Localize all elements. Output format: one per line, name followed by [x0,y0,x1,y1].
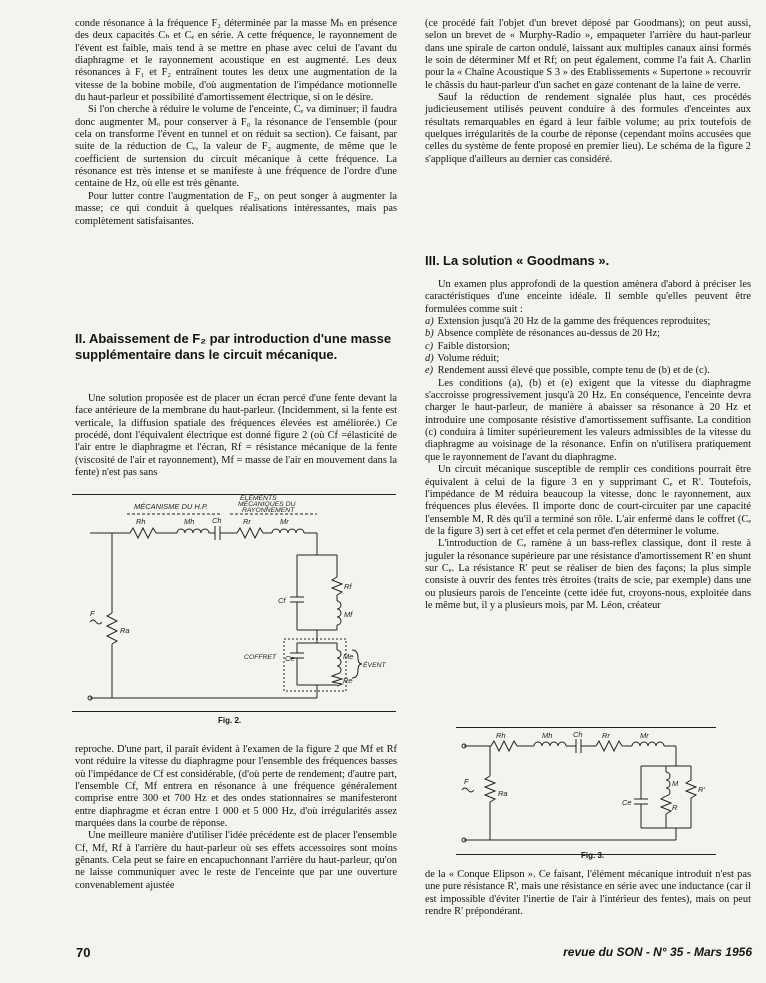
list-marker: b) [425,328,434,340]
figure-3-circuit-diagram [456,728,716,854]
figure-3-caption: Fig. 3. [581,851,605,860]
paragraph: Pour lutter contre l'augmentation de F₂, on peut songer à augmenter la masse; ce qui conduit à quelques réalisations intéressantes, mais pas complètement satisfaisantes. [75,190,397,227]
list-marker: a) [425,316,434,328]
fig2-label-elements: ÉLÉMENTS [240,495,277,502]
left-column-top [75,18,397,228]
page-number: 70 [76,945,91,960]
fig3-label-r: R [672,803,678,812]
list-item [425,353,751,365]
fig3-label-mr: Mr [640,731,649,740]
list-marker: e) [425,365,434,377]
left-column-mid [75,393,397,479]
fig2-label-event: ÉVENT [363,662,386,669]
fig3-label-mh: Mh [542,731,553,740]
figure-2-circuit-diagram [72,495,396,711]
fig3-label-m: M [672,779,679,788]
paragraph: conde résonance à la fréquence F₂ déterminée par la masse Mₕ en présence des deux capacités Cₕ et Cₑ en série. A cette fréquence, le rayonnement de l'évent est faible, mais tend à se mettre en phase avec celui de l'avant du diaphragme et le rayonnement acoustique en est augmenté. Les deux résonances à F₁ et F₂ entraînent toutes les deux une augmentation de la vitesse de la bobine mobile, d'où augmentation de l'impédance motionnelle du haut-parleur et possibilité d'amortissement électrique, si on le désire. [75,18,397,104]
paragraph: Les conditions (a), (b) et (e) exigent que la vitesse du diaphragme s'accroisse progressivement jusqu'à 20 Hz. En conséquence, l'enceinte devra charger le haut-parleur, de manière à abaisser sa résonance à 20 Hz et introduire une composante résistive d'amortissement suffisante. La condition (c) conduira à limiter supérieurement les valeurs admissibles de la vitesse du diaphragme au voisinage de la résonance. Enfin on n'utilisera pratiquement que le rayonnement de l'avant du diaphragme. [425,377,751,463]
list-text: Extension jusqu'à 20 Hz de la gamme des fréquences reproduites; [437,316,711,328]
list-item [425,341,751,353]
fig2-label-mr: Mr [280,517,289,526]
fig3-label-rp: R' [698,785,705,794]
paragraph: reproche. D'une part, il paraît évident à l'examen de la figure 2 que Mf et Rf vont réduire la vitesse du diaphragme pour l'ensemble des fréquences basses où l'impédance de Cf est considérable, (d'où perte de rendement; d'autre part, l'ensemble Cf, Mf entrera en résonance à une fréquence généralement comprise entre 300 et 700 Hz et des ondes stationnaires se manifesteront entre diaphragme et écran entre 1 000 et 5 000 Hz, d'où irrégularités assez marquées dans la courbe de réponse. [75,744,397,830]
paragraph: (ce procédé fait l'objet d'un brevet déposé par Goodmans); on peut aussi, selon un brevet de « Murphy-Radio », empaqueter l'arrière du haut-parleur dans une spirale de carton ondulé, laissant aux multiples canaux ainsi formés le soin de déterminer Mf et Rf; on peut également, comme l'a fait A. Charlin pour la « Chaîne Acoustique S 3 » des Etablissements « Supertone » recouvrir le châssis du haut-parleur d'un sachet en gaze contenant de la laine de verre. [425,18,751,91]
journal-footer: revue du SON - N° 35 - Mars 1956 [563,945,752,959]
fig2-label-ra: Ra [120,626,130,635]
list-marker: c) [425,340,434,352]
paragraph: Un circuit mécanique susceptible de remplir ces conditions pourrait être équivalent à celui de la figure 3 en y supprimant Cₑ et R'. Toutefois, l'impédance de M réduira beaucoup la vitesse, donc le rayonnement, aux fréquences plus élevées. Il importe donc de court-circuiter par une capacité l'ensemble M, R dès qu'il a terminé son rôle. L'air enfermé dans le coffret (Cₑ de la figure 3) sert à cet effet et cela permet d'en déterminer le volume. [425,464,751,537]
intro-paragraph: Un examen plus approfondi de la question amènera d'abord à préciser les caractéristiques d'une enceinte idéale. Il semble qu'elles peuvent être formulées comme suit : [425,279,751,315]
right-column-top [425,18,751,166]
paragraph: Une solution proposée est de placer un écran percé d'une fente devant la face antérieure de la membrane du haut-parleur. (Incidemment, si la fente est verticale, la diffusion spatiale des fréquences élevées est améliorée.) Ce procédé, dont l'équivalent électrique est donné figure 2 (où Cf =élasticité de l'air entre le diaphragme et l'écran, Rf = résistance mécanique de la fente (viscosité de l'air et rayonnement), Mf = masse de l'air en mouvement dans la fente) n'est pas sans [75,393,397,479]
list-item [425,328,751,340]
fig2-label-cf: Cf [278,596,286,605]
fig3-label-rr: Rr [602,731,610,740]
figure-2-caption: Fig. 2. [218,716,242,725]
fig3-label-ch: Ch [573,730,583,739]
figure-2 [72,494,396,712]
list-text: Volume réduit; [437,353,500,365]
fig3-label-f: F [464,777,469,786]
fig2-label-mh: Mh [184,517,195,526]
paragraph: Sauf la réduction de rendement signalée plus haut, ces procédés judicieusement utilisés peuvent conduire à des formules d'enceintes aux résultats remarquables en égard à leur faible volume; au prix toutefois de quelques irrégularités de la courbe de réponse (cependant moins accusées que celles du système de fente proposé en premier lieu). Le schéma de la figure 2 s'applique d'ailleurs au dernier cas considéré. [425,92,751,165]
fig2-label-rh: Rh [136,517,146,526]
fig2-label-elements-3: RAYONNEMENT [242,507,295,514]
list-text: Faible distorsion; [437,340,511,352]
fig3-label-rh: Rh [496,731,506,740]
fig3-label-ce: Ce [622,798,632,807]
fig2-label-ch: Ch [212,516,222,525]
right-column-bottom [425,869,751,918]
left-column-bottom [75,744,397,892]
paragraph: Une meilleure manière d'utiliser l'idée précédente est de placer l'ensemble Cf, Mf, Rf à l'arrière du haut-parleur où ses effets accessoires sont moins gênants. Cela peut se faire en encapuchonnant l'arrière du haut-parleur, qu'on ne laisse communiquer avec le reste de l'enceinte que par une ouverture convenablement ajustée [75,830,397,891]
fig2-label-rr: Rr [243,517,251,526]
list-text: Absence complète de résonances au-dessus de 20 Hz; [437,328,661,340]
section-heading-2: II. Abaissement de F₂ par introduction d'une masse supplémentaire dans le circuit mécanique. [75,331,392,362]
fig2-label-rf: Rf [344,582,352,591]
section-heading-3: III. La solution « Goodmans ». [425,253,610,268]
fig3-label-ra: Ra [498,789,508,798]
fig2-label-ce: Ce [285,654,295,663]
paragraph: de la « Conque Elipson ». Ce faisant, l'élément mécanique introduit n'est pas une pure résistance R', mais une résistance en série avec une inductance (car il est impossible d'éviter l'inertie de l'air à l'intérieur des fentes), mais on peut rendre R' prépondérant. [425,869,751,918]
list-text: Rendement aussi élevé que possible, compte tenu de (b) et de (c). [437,365,710,377]
fig2-label-coffret: COFFRET [244,654,277,661]
figure-3 [456,727,716,855]
paragraph: Si l'on cherche à réduire le volume de l'enceinte, Cₑ va diminuer; il faudra donc augmenter Mₒ pour conserver à F₀ la résonance de l'ensemble (pour cela on transforme l'évent en tunnel et on réduit sa section). Ce faisant, par suite de la réduction de Cₑ, la valeur de F₂ augmente, de même que le coefficient de surtension du circuit mécanique à cette fréquence. La résonance est très intense et se manifeste à une fréquence de l'ordre d'une centaine de Hz, où elle est très gênante. [75,104,397,190]
right-column-mid [425,279,751,612]
fig2-label-mf: Mf [344,610,353,619]
fig2-label-me: Me [343,652,354,661]
fig2-label-elements-2: MÉCANIQUES DU [238,501,296,508]
list-marker: d) [425,353,434,365]
list-item [425,316,751,328]
fig2-label-re: Re [343,676,353,685]
fig2-label-mecanisme: MÉCANISME DU H.P. [134,502,209,511]
list-item [425,365,751,377]
paragraph: L'introduction de Cₑ ramène à un bass-reflex classique, dont il reste à juguler la résonance supérieure par une résistance d'amortissement R' en shunt sur Cₑ. La résistance R' peut se réaliser de bien des façons; la plus simple consiste à ouvrir des fentes très étroites (traits de scie, par exemple) dans une ou plusieurs parois de l'enceinte (cette idée fut, croyons-nous, exploitée dans le même but, il y a plusieurs mois, par M. Léon, créateur [425,538,751,611]
fig2-label-f: F [90,609,95,618]
